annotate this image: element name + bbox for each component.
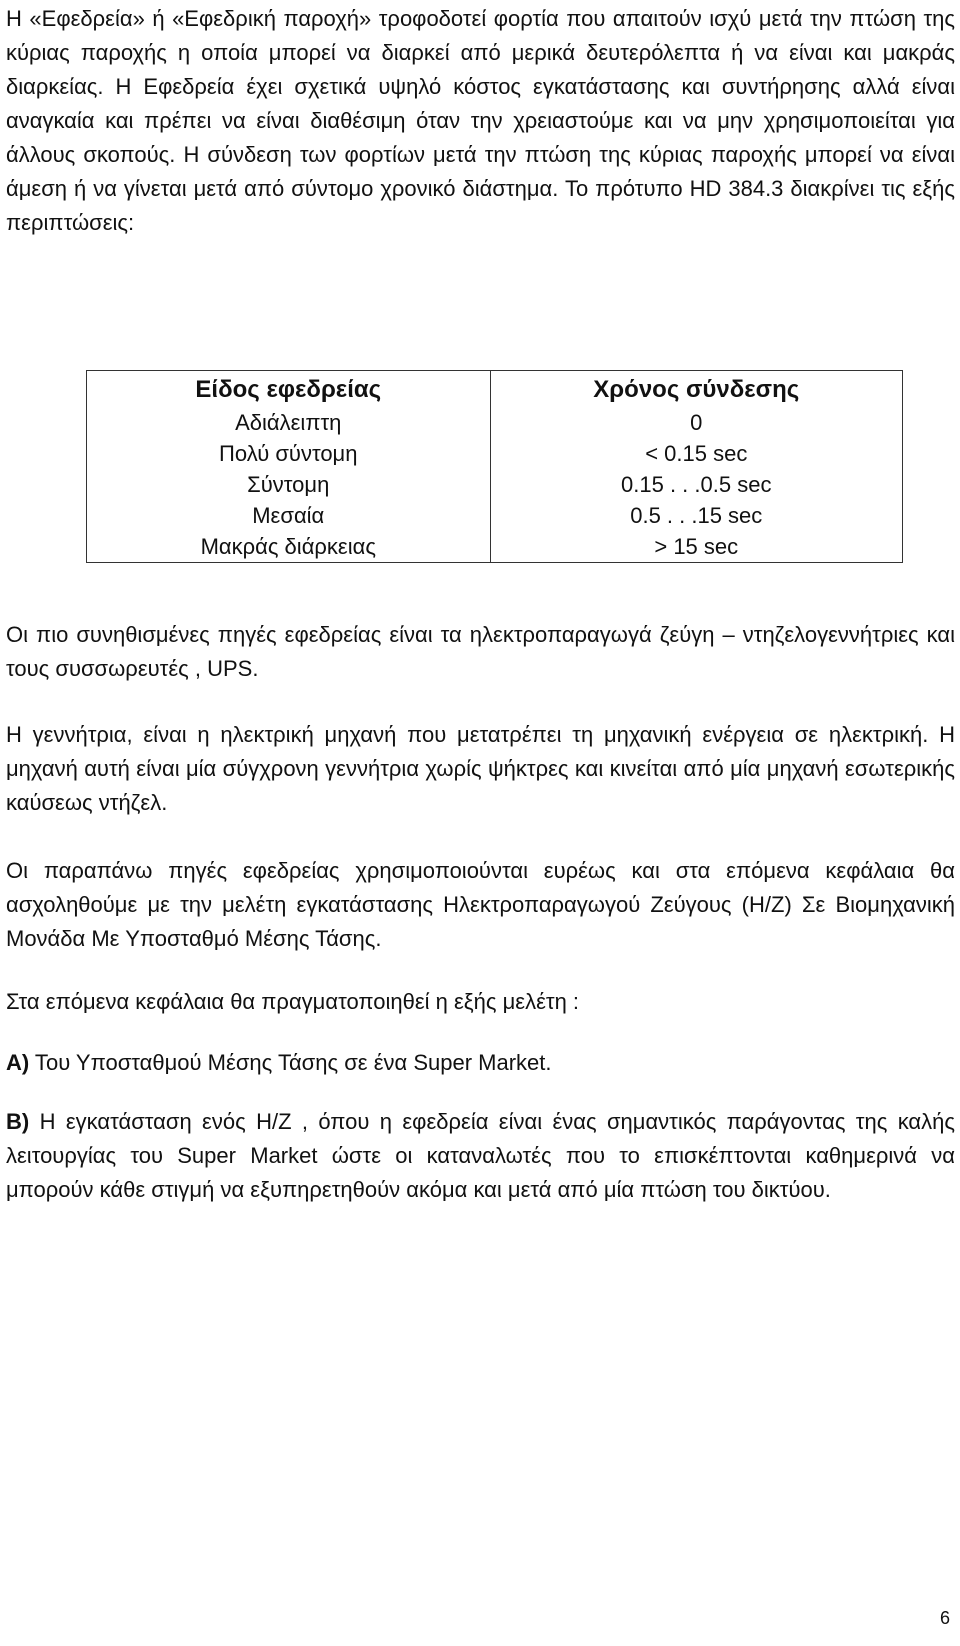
sources-paragraph: Οι πιο συνηθισμένες πηγές εφεδρείας είναι τα ηλεκτροπαραγωγά ζεύγη – ντηζελογεννήτριες και τους συσσωρευτές , UPS. bbox=[6, 622, 955, 681]
cell-backup-type: Αδιάλειπτη bbox=[87, 407, 491, 438]
cell-connection-time: > 15 sec bbox=[490, 531, 902, 563]
cell-backup-type: Μεσαία bbox=[87, 500, 491, 531]
cell-connection-time: 0.5 . . .15 sec bbox=[490, 500, 902, 531]
intro-paragraph: Η «Εφεδρεία» ή «Εφεδρική παροχή» τροφοδοτεί φορτία που απαιτούν ισχύ μετά την πτώση της κύριας παροχής η οποία μπορεί να διαρκεί από μερικά δευτερόλεπτα ή να είναι και μακράς διαρκείας. Η Εφεδρεία έχει σχετικά υψηλό κόστος εγκατάστασης και συντήρησης αλλά είναι αναγκαία και πρέπει να είναι διαθέσιμη όταν την χρειαστούμε και να μην χρησιμοποιείται για άλλους σκοπούς. Η σύνδεση των φορτίων μετά την πτώση της κύριας παροχής μπορεί να είναι άμεση ή να γίνεται μετά από σύντομο χρονικό διάστημα. Το πρότυπο HD 384.3 διακρίνει τις εξής περιπτώσεις: bbox=[6, 6, 955, 235]
table-row bbox=[87, 531, 903, 563]
cell-backup-type: Πολύ σύντομη bbox=[87, 438, 491, 469]
header-connection-time: Χρόνος σύνδεσης bbox=[490, 371, 902, 408]
table-row bbox=[87, 407, 903, 438]
item-b-label: Β) bbox=[6, 1109, 30, 1134]
cell-backup-type: Μακράς διάρκειας bbox=[87, 531, 491, 563]
page-number: 6 bbox=[939, 1608, 950, 1628]
table-header-row bbox=[87, 371, 903, 408]
cell-backup-type: Σύντομη bbox=[87, 469, 491, 500]
item-a bbox=[6, 1046, 955, 1080]
item-b-text: Η εγκατάσταση ενός Η/Ζ , όπου η εφεδρεία είναι ένας σημαντικός παράγοντας της καλής λειτουργίας του Super Market ώστε οι καταναλωτές που το επισκέπτονται καθημερινά να μπορούν κάθε στιγμή να εξυπηρετηθούν ακόμα και μετά από μία πτώση του δικτύου. bbox=[6, 1109, 955, 1202]
item-b bbox=[6, 1105, 955, 1207]
plan-paragraph: Στα επόμενα κεφάλαια θα πραγματοποιηθεί η εξής μελέτη : bbox=[6, 989, 580, 1014]
cell-connection-time: < 0.15 sec bbox=[490, 438, 902, 469]
header-backup-type: Είδος εφεδρείας bbox=[87, 371, 491, 408]
cell-connection-time: 0 bbox=[490, 407, 902, 438]
item-a-text: Του Υποσταθμού Μέσης Τάσης σε ένα Super Market. bbox=[29, 1050, 552, 1075]
backup-types-table bbox=[86, 370, 903, 563]
usage-paragraph: Οι παραπάνω πηγές εφεδρείας χρησιμοποιούνται ευρέως και στα επόμενα κεφάλαια θα ασχοληθούμε με την μελέτη εγκατάστασης Ηλεκτροπαραγωγού Ζεύγους (Η/Ζ) Σε Βιομηχανική Μονάδα Με Υποσταθμό Μέσης Τάσης. bbox=[6, 858, 955, 951]
table-row bbox=[87, 438, 903, 469]
table-row bbox=[87, 500, 903, 531]
item-a-label: Α) bbox=[6, 1050, 30, 1075]
table-row bbox=[87, 469, 903, 500]
generator-paragraph: Η γεννήτρια, είναι η ηλεκτρική μηχανή που μετατρέπει τη μηχανική ενέργεια σε ηλεκτρική. Η μηχανή αυτή είναι μία σύγχρονη γεννήτρια χωρίς ψήκτρες και κινείται από μία μηχανή εσωτερικής καύσεως ντήζελ. bbox=[6, 722, 955, 815]
cell-connection-time: 0.15 . . .0.5 sec bbox=[490, 469, 902, 500]
